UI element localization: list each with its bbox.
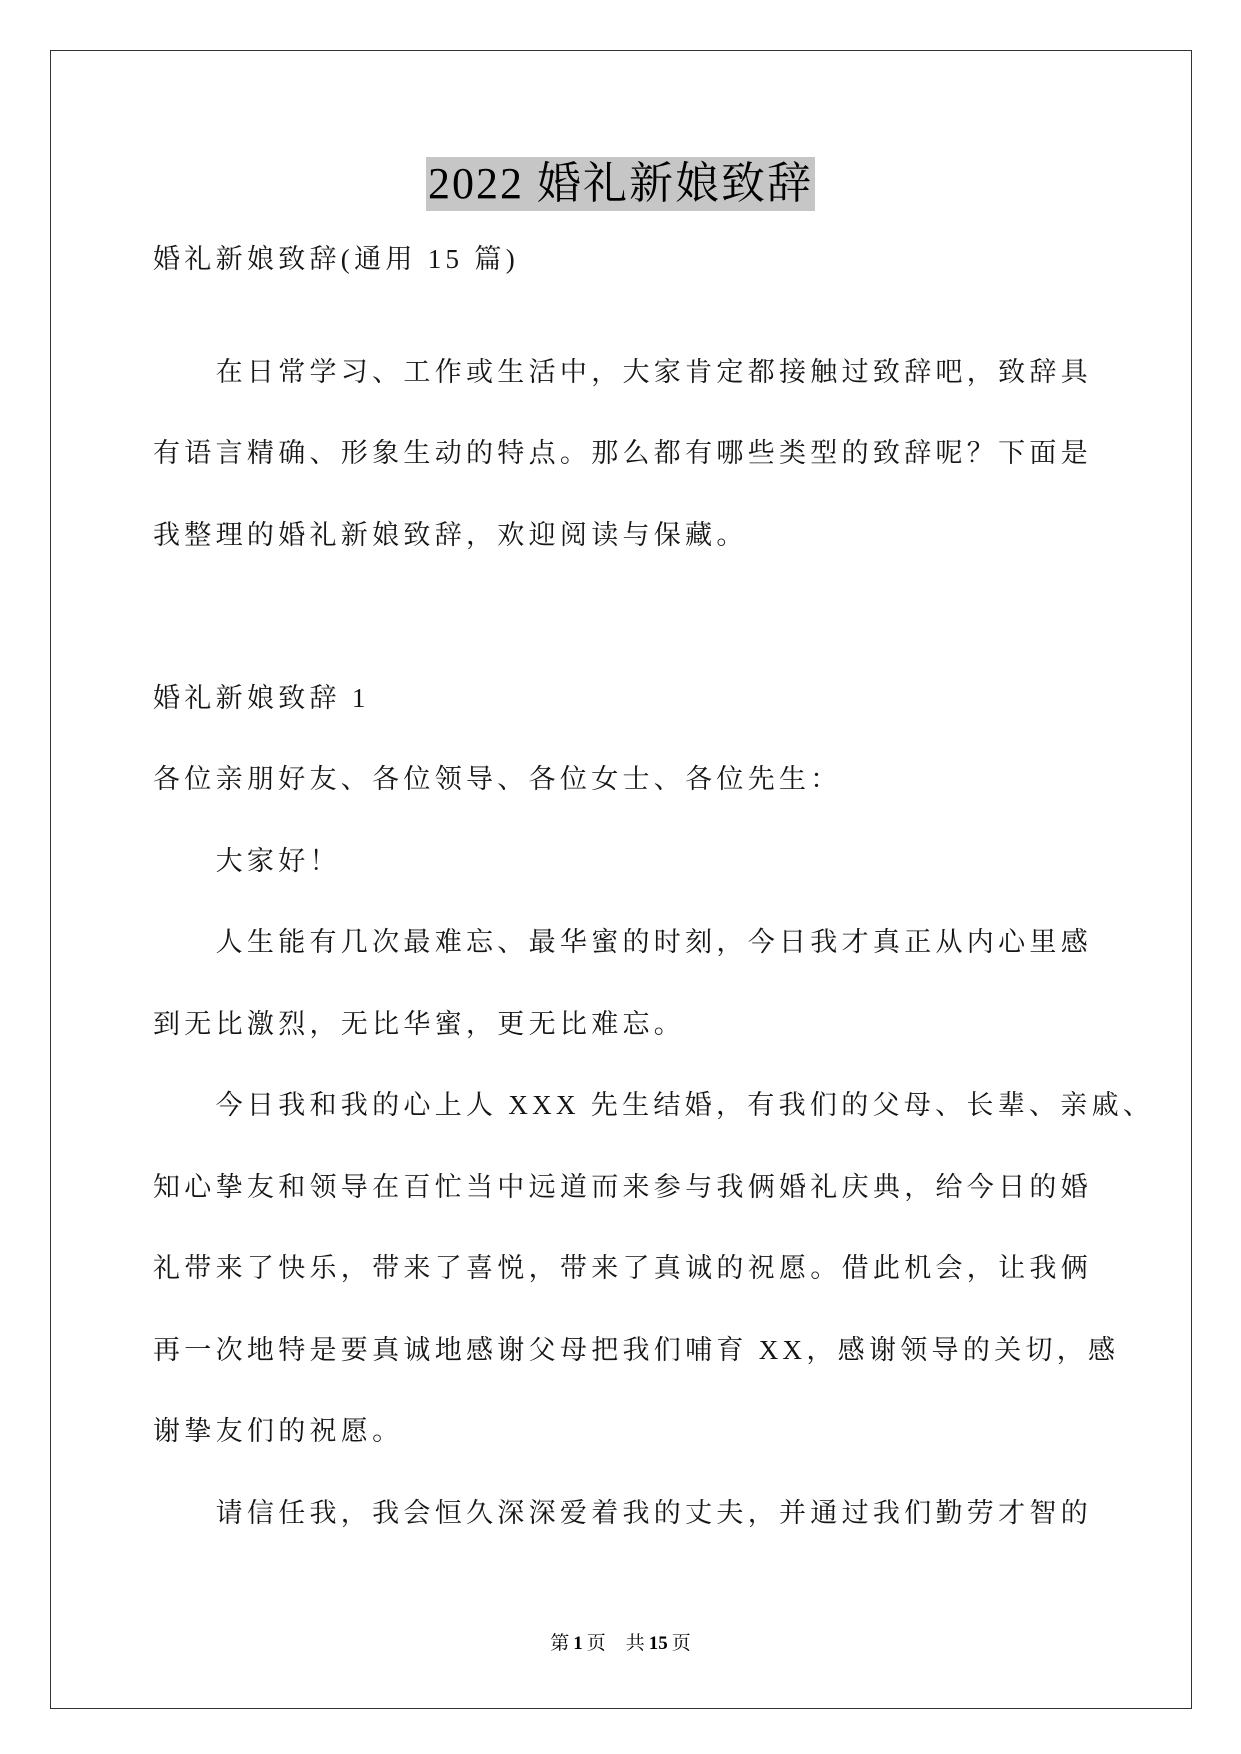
paragraph-line: 知心挚友和领导在百忙当中远道而来参与我俩婚礼庆典，给今日的婚 (153, 1171, 1092, 1202)
current-page-number: 1 (573, 1633, 583, 1654)
paragraph-line: 我整理的婚礼新娘致辞，欢迎阅读与保藏。 (153, 519, 748, 550)
section-heading: 婚礼新娘致辞 1 (153, 682, 370, 713)
document-title: 2022 婚礼新娘致辞 (426, 157, 815, 211)
paragraph-line: 到无比激烈，无比华蜜，更无比难忘。 (153, 1008, 686, 1039)
document-body (153, 219, 1173, 1554)
total-pages-prefix: 共 (625, 1633, 645, 1654)
title-container (0, 157, 1241, 211)
paragraph-line: 再一次地特是要真诚地感谢父母把我们哺育 XX，感谢领导的关切，感 (153, 1334, 1120, 1365)
page-number-prefix: 第 (550, 1633, 570, 1654)
paragraph-line: 请信任我，我会恒久深深爱着我的丈夫，并通过我们勤劳才智的 (215, 1497, 1092, 1528)
intro-paragraph (153, 332, 1173, 577)
paragraph-line: 谢挚友们的祝愿。 (153, 1416, 404, 1446)
paragraph-line: 人生能有几次最难忘、最华蜜的时刻，今日我才真正从内心里感 (215, 927, 1092, 957)
body-paragraph (153, 1065, 1173, 1473)
greeting: 大家好！ (215, 845, 341, 876)
paragraph-line: 今日我和我的心上人 XXX 先生结婚，有我们的父母、长辈、亲戚、 (215, 1090, 1155, 1120)
body-paragraph (153, 902, 1173, 1065)
page-number-suffix: 页 (586, 1633, 606, 1654)
paragraph-line: 有语言精确、形象生动的特点。那么都有哪些类型的致辞呢？下面是 (153, 438, 1092, 468)
salutation: 各位亲朋好友、各位领导、各位女士、各位先生： (153, 764, 842, 794)
paragraph-line: 在日常学习、工作或生活中，大家肯定都接触过致辞吧，致辞具 (215, 356, 1092, 387)
subtitle: 婚礼新娘致辞(通用 15 篇) (153, 244, 519, 274)
total-pages-suffix: 页 (671, 1633, 691, 1654)
paragraph-line: 礼带来了快乐，带来了喜悦，带来了真诚的祝愿。借此机会，让我俩 (153, 1253, 1092, 1283)
body-paragraph (153, 1473, 1173, 1555)
page-footer (0, 1633, 1241, 1655)
total-pages-number: 15 (648, 1633, 668, 1654)
